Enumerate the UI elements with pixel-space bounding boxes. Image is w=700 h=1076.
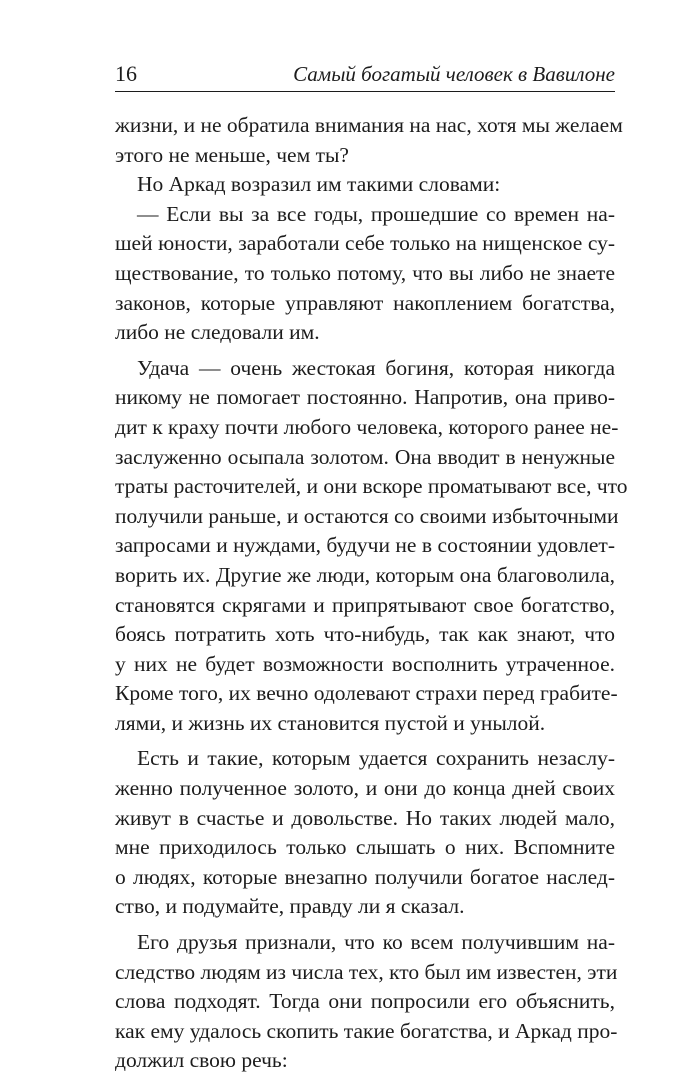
paragraph	[115, 111, 623, 170]
text-line: Его друзья признали, что ко всем получившим на-	[137, 930, 615, 955]
text-line: мне приходилось только слышать о них. Вспомните	[115, 835, 615, 860]
running-title: Самый богатый человек в Вавилоне	[293, 62, 615, 86]
text-line: о людях, которые внезапно получили богатое наслед-	[115, 864, 615, 889]
text-line: жизни, и не обратила внимания на нас, хотя мы желаем	[115, 113, 623, 137]
paragraph	[115, 928, 618, 1076]
text-line: запросами и нуждами, будучи не в состоянии удовлет-	[115, 533, 615, 558]
text-line: следство людям из числа тех, кто был им известен, эти	[115, 959, 618, 984]
text-line: боясь потратить хоть что-нибудь, так как знают, что	[115, 622, 615, 647]
paragraph	[115, 200, 615, 348]
text-line: женно полученное золото, и они до конца дней своих	[115, 776, 615, 801]
text-line: Удача — очень жестокая богиня, которая никогда	[137, 355, 615, 380]
paragraph	[115, 170, 615, 200]
paragraph	[115, 354, 628, 739]
text-line: траты расточителей, и они вскоре проматывают все, что	[115, 474, 628, 499]
text-line: этого не меньше, чем ты?	[115, 142, 349, 167]
text-line: ство, и подумайте, правду ли я сказал.	[115, 894, 465, 919]
text-line: ществование, то только потому, что вы либо не знаете	[115, 260, 615, 285]
text-line: у них не будет возможности восполнить утраченное.	[115, 651, 615, 676]
text-line: ворить их. Другие же люди, которым она благоволила,	[115, 562, 615, 587]
text-line: Кроме того, их вечно одолевают страхи перед грабите-	[115, 681, 618, 706]
body-text	[115, 111, 628, 1076]
text-line: — Если вы за все годы, прошедшие со времен на-	[137, 201, 615, 226]
text-line: становятся скрягами и припрятывают свое богатство,	[115, 592, 615, 617]
text-line: лями, и жизнь их становится пустой и унылой.	[115, 710, 546, 735]
text-line: законов, которые управляют накоплением богатства,	[115, 290, 615, 315]
header-rule	[115, 91, 615, 92]
text-line: получили раньше, и остаются со своими избыточными	[115, 503, 619, 528]
text-line: дит к краху почти любого человека, которого ранее не-	[115, 414, 619, 439]
text-line: должил свою речь:	[115, 1048, 288, 1073]
text-line: либо не следовали им.	[115, 320, 320, 345]
text-line: слова подходят. Тогда они попросили его объяснить,	[115, 989, 615, 1014]
text-line: никому не помогает постоянно. Напротив, она приво-	[115, 385, 615, 410]
text-line: как ему удалось скопить такие богатства, и Аркад про-	[115, 1018, 618, 1043]
page-number: 16	[115, 61, 137, 86]
text-line: Есть и такие, которым удается сохранить незаслу-	[137, 746, 615, 771]
text-line: Но Аркад возразил им такими словами:	[137, 172, 501, 197]
page-header	[115, 55, 615, 91]
paragraph	[115, 744, 615, 922]
text-line: шей юности, заработали себе только на нищенское су-	[115, 231, 615, 256]
text-line: заслуженно осыпала золотом. Она вводит в ненужные	[115, 444, 615, 469]
text-line: живут в счастье и довольстве. Но таких людей мало,	[115, 805, 615, 830]
